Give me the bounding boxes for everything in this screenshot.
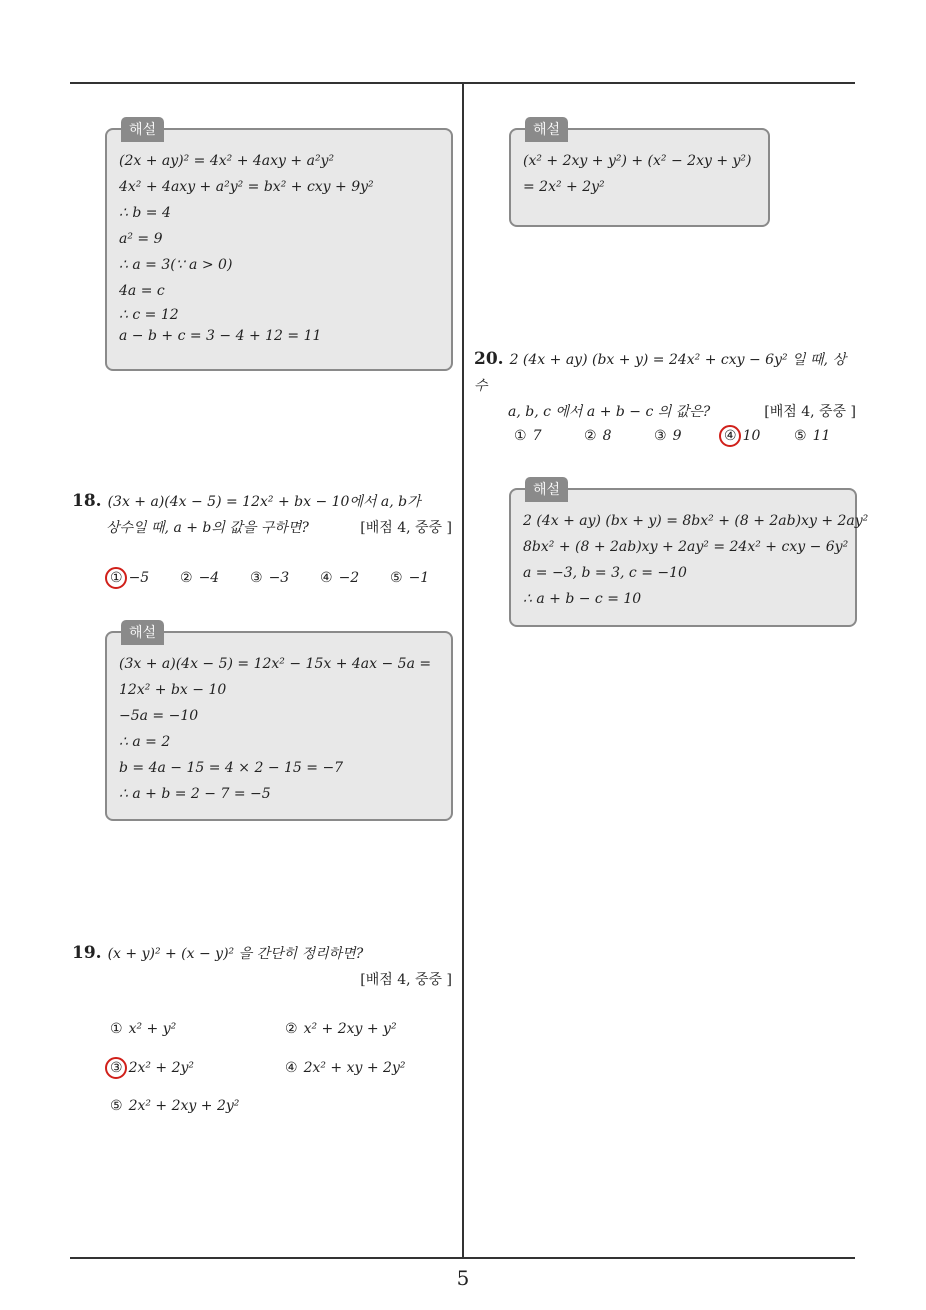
page-number: 5 bbox=[456, 1266, 470, 1290]
choice-1[interactable]: ① 7 bbox=[514, 428, 542, 444]
selected-answer-circle bbox=[105, 567, 127, 589]
solution-line: ∴ a + b = 2 − 7 = −5 bbox=[119, 786, 271, 802]
solution-label: 해설 bbox=[121, 117, 164, 142]
solution-line: 2 (4x + ay) (bx + y) = 8bx² + (8 + 2ab)xy + 2ay² bbox=[523, 513, 869, 529]
choice-2[interactable]: ② x² + 2xy + y² bbox=[285, 1021, 397, 1037]
q19-solution-box bbox=[509, 122, 770, 227]
solution-line: b = 4a − 15 = 4 × 2 − 15 = −7 bbox=[119, 760, 344, 776]
q18-solution-box bbox=[105, 625, 453, 821]
solution-label: 해설 bbox=[525, 477, 568, 502]
q20-solution-box bbox=[509, 482, 869, 627]
solution-line: (2x + ay)² = 4x² + 4axy + a²y² bbox=[119, 153, 335, 169]
choice-3[interactable]: ③ −3 bbox=[250, 570, 290, 586]
solution-line: ∴ a = 2 bbox=[119, 734, 171, 750]
solution-line: ∴ c = 12 bbox=[119, 307, 179, 323]
solution-line: (3x + a)(4x − 5) = 12x² − 15x + 4ax − 5a = bbox=[119, 656, 432, 672]
question-text: (3x + a)(4x − 5) = 12x² + bx − 10에서 a, b가 bbox=[107, 494, 421, 510]
solution-line: a − b + c = 3 − 4 + 12 = 11 bbox=[119, 328, 322, 344]
question-19 bbox=[72, 940, 452, 993]
question-text: a, b, c 에서 a + b − c 의 값은? bbox=[508, 404, 711, 420]
solution-line: 4x² + 4axy + a²y² = bx² + cxy + 9y² bbox=[119, 179, 374, 195]
choice-3[interactable]: ③ 2x² + 2y² bbox=[110, 1060, 195, 1076]
solution-line: (x² + 2xy + y²) + (x² − 2xy + y²) bbox=[523, 153, 752, 169]
q17-solution-box bbox=[105, 122, 453, 371]
question-text: 상수일 때, a + b의 값을 구하면? bbox=[106, 520, 309, 536]
solution-line: 8bx² + (8 + 2ab)xy + 2ay² = 24x² + cxy − 6y² bbox=[523, 539, 849, 555]
solution-line: ∴ a = 3(∵ a > 0) bbox=[119, 257, 233, 273]
solution-line: = 2x² + 2y² bbox=[523, 179, 605, 195]
choice-4[interactable]: ④ 10 bbox=[724, 428, 761, 444]
question-number: 19. bbox=[72, 943, 102, 963]
choice-3[interactable]: ③ 9 bbox=[654, 428, 682, 444]
question-meta: [배점 4, 중중 ] bbox=[764, 404, 856, 420]
question-20 bbox=[474, 346, 856, 425]
choice-1[interactable]: ① −5 bbox=[110, 570, 150, 586]
choice-2[interactable]: ② −4 bbox=[180, 570, 220, 586]
question-text: 2 (4x + ay) (bx + y) = 24x² + cxy − 6y² 일 때, 상수 bbox=[474, 352, 846, 394]
solution-line: ∴ b = 4 bbox=[119, 205, 171, 221]
question-text: (x + y)² + (x − y)² 을 간단히 정리하면? bbox=[107, 946, 364, 962]
selected-answer-circle bbox=[719, 425, 741, 447]
solution-line: −5a = −10 bbox=[119, 708, 199, 724]
selected-answer-circle bbox=[105, 1057, 127, 1079]
choice-4[interactable]: ④ −2 bbox=[320, 570, 360, 586]
question-18 bbox=[72, 488, 452, 541]
question-number: 20. bbox=[474, 349, 504, 369]
solution-line: 4a = c bbox=[119, 283, 165, 299]
footer-rule bbox=[70, 1257, 855, 1259]
choice-5[interactable]: ⑤ 2x² + 2xy + 2y² bbox=[110, 1098, 240, 1114]
solution-line: a = −3, b = 3, c = −10 bbox=[523, 565, 687, 581]
choice-5[interactable]: ⑤ 11 bbox=[794, 428, 831, 444]
question-number: 18. bbox=[72, 491, 102, 511]
column-divider bbox=[462, 84, 464, 1257]
choice-2[interactable]: ② 8 bbox=[584, 428, 612, 444]
question-meta: [배점 4, 중중 ] bbox=[360, 520, 452, 536]
choice-5[interactable]: ⑤ −1 bbox=[390, 570, 430, 586]
choice-1[interactable]: ① x² + y² bbox=[110, 1021, 177, 1037]
solution-line: ∴ a + b − c = 10 bbox=[523, 591, 642, 607]
solution-label: 해설 bbox=[525, 117, 568, 142]
solution-line: 12x² + bx − 10 bbox=[119, 682, 227, 698]
question-meta: [배점 4, 중중 ] bbox=[360, 972, 452, 988]
solution-label: 해설 bbox=[121, 620, 164, 645]
solution-line: a² = 9 bbox=[119, 231, 163, 247]
choice-4[interactable]: ④ 2x² + xy + 2y² bbox=[285, 1060, 406, 1076]
